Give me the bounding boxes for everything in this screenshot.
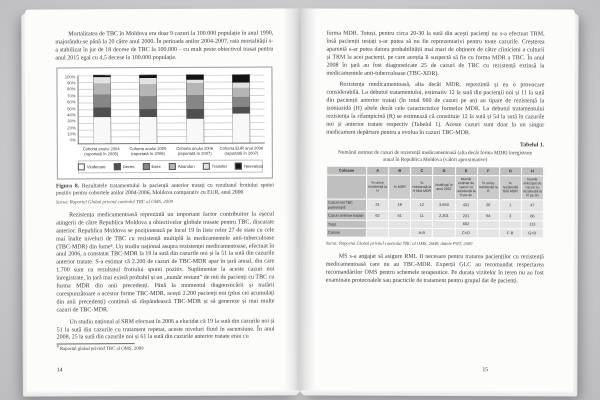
- body-paragraph-4: Rezistența medicamentoasă, alta decât MDR, reprezintă și ea o provocare considerabilă. La debutul tratamentului, estimativ 12 la sută din pacienții noi și 11 la sută din pacienții anterior tratați (în total 660 de cazuri pe an) au tipare de rezistență la izoniazidă (H) altele decât cele caracteristice formelor MDR. La debutul tratamentului rezistența la rifampicină (R) se estimează că constituie 12 la sută și 54 la sută în cazurile noi și anterior tratate respectiv (Tabelul 1). Aceste cazuri sunt doar la un singur medicament depărtare pentru a evolua în cazuri TBC-MDR.: [326, 82, 545, 136]
- table-corner-cell: [327, 175, 367, 199]
- bar-segment-vindecare: [93, 117, 110, 143]
- table-cell: 19: [389, 199, 411, 212]
- table-col-header: E: [455, 167, 477, 176]
- y-tick-label: 10%: [67, 131, 76, 137]
- bar-segment-eșec: [186, 95, 203, 109]
- y-tick-label: 20%: [67, 125, 76, 131]
- page-left: [25, 8, 301, 391]
- table-cell: 20: [477, 200, 499, 213]
- table-cell: 12: [411, 199, 433, 212]
- x-axis-label: Cohorta anului 2004 (raportată în 2005): [82, 145, 120, 157]
- stacked-bar: [233, 74, 250, 142]
- table-row-label: Cazuri noi TBC pulmonară: [326, 199, 366, 212]
- bar-segment-eșec: [93, 94, 110, 108]
- table-cell: 431: [455, 200, 477, 213]
- table-cell: [499, 221, 521, 230]
- table-col-header: A: [367, 167, 389, 176]
- y-tick-label: 60%: [67, 99, 76, 105]
- legend-item: [114, 163, 135, 170]
- stacked-bar: [93, 75, 110, 143]
- legend-label: Vindecare: [86, 164, 106, 170]
- y-tick-label: 100%: [64, 74, 76, 80]
- table-col-description: % rezistență la H fără MDR: [411, 175, 433, 199]
- x-axis-label: Cohorta anului 2006 (raportată în 2007): [176, 145, 214, 156]
- table-col-header: B: [389, 167, 411, 176]
- table-cell: [477, 229, 499, 238]
- x-axis-label: Cohorta anului 2005 (raportată în 2006): [129, 145, 167, 157]
- table-cell: [366, 229, 388, 238]
- table-cell: C×D: [455, 229, 477, 238]
- x-axis-label: Cohorta EUR anul 2006 (raportată în 2007): [219, 145, 264, 156]
- page-left-content: [55, 31, 275, 378]
- table-row-label: Total: [326, 220, 366, 229]
- table-col-header: C: [411, 167, 433, 176]
- stacked-bar: [186, 74, 203, 142]
- table-caption: Numărul estimat de cazuri de rezistență medicamentoasă (alta decât forma MDR) înregistrate anual în Republica Moldova (valori aproximative): [338, 150, 533, 164]
- table-label: Tabelul 1.: [519, 142, 545, 149]
- legend-label: Neevaluat: [244, 163, 263, 169]
- bar-segment-abandon: [93, 83, 110, 94]
- figure-caption-text: Rezultatele tratamentului la pacienții anterior tratați cu rezultatul frotiului sputei pozitiv pentru cohortele anilor 2004-2006, Moldova comparativ cu EUR, anul 2006: [55, 182, 274, 197]
- legend-item: [203, 163, 227, 170]
- table-cell: [411, 220, 433, 229]
- figure-caption: [56, 183, 274, 198]
- figure-source: Sursa: Raportul Global privind controlul TBC al OMS, 2009: [55, 199, 173, 206]
- table-cell: [433, 220, 455, 229]
- bar-segment-neevaluat: [233, 74, 250, 82]
- table-col-description: % unice rezistență la H: [367, 175, 389, 199]
- table-cell: 54: [477, 212, 499, 221]
- figure-8-chart: [56, 66, 272, 180]
- page-number-left: 14: [56, 367, 63, 374]
- y-tick-label: 70%: [67, 93, 76, 99]
- y-tick-label: 40%: [67, 112, 76, 118]
- table-cell: 3,653: [433, 199, 455, 212]
- table-cell: 231: [455, 212, 477, 221]
- table-col-header: G: [499, 167, 521, 176]
- bar-segment-deces: [186, 108, 203, 118]
- bar-segment-deces: [140, 109, 157, 117]
- bar-segment-eșec: [233, 97, 250, 107]
- table-cell: 113: [521, 221, 543, 230]
- table-cell: A-B: [411, 229, 433, 238]
- bar-segment-vindecare: [186, 119, 203, 143]
- legend-item: [142, 163, 160, 170]
- body-paragraph-5: MS s-a angajat să asigure RML II necesare pentru tratarea pacienților cu rezistență medicamentoasă care nu au TBC-MDR. Experții GLC au recomandat respectarea recomandărilor OMS pentru schemele terapeutice. Pe durata vizitelor în teren nu au fost examinate protocoalele sau practicile de tratament pentru grupul dat de pacienți.: [325, 253, 544, 285]
- body-paragraph-3: forma MDR. Totuși, pentru circa 20-30 la sută din acești pacienți nu s-a efectuat TRM, însă pacienții testați s-ar putea să nu fie reprezentativi pentru toate cazurile. Creșterea aparentă s-ar putea datora probabilității mai mari de obținere de către clinicieni a culturii și TRM la acei pacienți, pe care aceștia îi suspectă să fie cu forma MDR a TBC. În anul 2008 în țară au fost diagnosticate 25 de cazuri de TBC cu rezistență extinsă la medicamentele anti-tuberculoase (TBC-XDR).: [326, 30, 545, 77]
- table-col-header: Coloane: [327, 167, 367, 176]
- page-right-content: [325, 31, 544, 378]
- table-cell: F-B: [499, 229, 521, 238]
- table-cell: 1: [499, 200, 521, 213]
- table-cell: [366, 220, 388, 229]
- table-cell: 66: [521, 212, 543, 221]
- legend-swatch: [114, 163, 121, 170]
- table-col-description: Număr anticipat de cazuri cu rezistență la R pe an: [521, 176, 543, 200]
- y-tick-label: 30%: [67, 118, 76, 124]
- legend-label: Abandon: [177, 163, 195, 169]
- open-book: [26, 9, 574, 391]
- legend-label: Transfer: [211, 163, 228, 169]
- table-row: [326, 229, 543, 238]
- legend-swatch: [78, 164, 85, 171]
- chart-legend: [78, 160, 263, 174]
- footnote-marker: 8: [56, 343, 59, 349]
- chart-x-labels: [78, 145, 265, 156]
- table-cell: G×D: [521, 229, 543, 238]
- bar-segment-abandon: [140, 84, 157, 96]
- table-cell: 3: [499, 212, 521, 221]
- page-right: [299, 9, 574, 392]
- table-cell: 47: [521, 200, 543, 213]
- y-tick-label: 80%: [67, 86, 76, 92]
- table-cell: 662: [455, 221, 477, 230]
- table-col-description: Număr estimat de cazuri cu rezistență la H pe an: [455, 175, 477, 199]
- table-col-description: Notificați în anul 2007: [433, 175, 455, 199]
- intro-paragraph: Mortalitatea de TBC în Moldova era doar 9 cazuri la 100.000 populație în anul 1990, majorându-se până la 20 către anul 2000. În perioada anilor 2004-2007, rata mortalității s-a stabilizat în jur de 18 decese de TBC la 100.000 – cu mult peste obiectivul trasat pentru anul 2015 egal cu 4,5 decese la 100.000 populație.: [55, 30, 274, 62]
- chart-plot: [77, 74, 264, 144]
- body-paragraph-1: Rezistența medicamentoasă reprezintă un important factor contribuitor la eșecul atingerii de către Republica Moldova a obiectivelor globale trasate pentru TBC, discutate anterior. Republica Moldova se poziționează pe locul 19 în lista celor 27 de state cu cele mai înalte niveluri de TBC cu rezistență multiplă la medicamentele anti-tuberculoase (TBC-MDR) din lume⁸. Un studiu național asupra rezistenței medicamentoase, efectuat în anul 2006, a constatat TBC-MDR la 19 la sută din cazurile noi și la 51 la sută din cazurile anterior tratate. S-a estimat că 2.200 de cazuri de TBC-MDR apar în țară anual, din care 1.700 sunt cu rezultatul frotiului sputei pozitiv. Suplimentar la aceste cazuri noi înregistrate, în țară mai există probabil și un „număr restant” de mii de pacienți cu TBC cu forma MDR din anii precedenți. Până la momentul diagnosticării și tratării corespunzătoare a acestor forme TBC-MDR, acești 2.200 pacienți noi (plus cei acumulați din anii precedenți) continuă să răspândească TBC-MDR și să genereze și mai multe cazuri de TBC-MDR.: [56, 211, 275, 314]
- bar-segment-vindecare: [233, 114, 250, 143]
- legend-label: Deces: [122, 164, 135, 170]
- table-col-description: % rezistență fără MDR: [499, 176, 521, 200]
- bar-segment-abandon: [233, 88, 250, 97]
- y-tick-label: 90%: [67, 80, 76, 86]
- body-paragraph-2: Un studiu național al SRM efectuat în 2006 a elucidat că 19 la sută din cazurile noi și 51 la sută din cazurile cu tratament repetat, aceste niveluri fiind în ascensiune. În anul 2008, 25 la sută din cazurile noi și 61 la sută din cazurile anterior tratate erau cu: [56, 318, 275, 341]
- table-cell: [388, 229, 410, 238]
- chart-y-axis: [60, 75, 77, 143]
- table-col-description: % MDR: [389, 175, 411, 199]
- bar-segment-deces: [93, 108, 110, 118]
- table-cell: 51: [389, 212, 411, 221]
- y-tick-label: 50%: [67, 105, 76, 111]
- table-col-header: F: [477, 167, 499, 176]
- table-cell: [389, 220, 411, 229]
- y-tick-label: 0%: [69, 137, 76, 143]
- table-cell: 11: [411, 212, 433, 221]
- footnote: [56, 343, 144, 353]
- stacked-bar: [140, 75, 157, 143]
- table-cell: 62: [366, 212, 388, 221]
- resistance-table: [326, 166, 544, 238]
- table-cell: 2,201: [433, 212, 455, 221]
- figure-caption-number: Figura 8.: [55, 183, 80, 190]
- table-source: Sursa: Raportul Global privind controlul TBC al OMS, 2008; datele PNT, 2009: [325, 240, 473, 247]
- legend-item: [169, 163, 195, 170]
- table-col-header: D: [433, 167, 455, 176]
- bar-segment-vindecare: [140, 117, 157, 143]
- table-col-header: H: [521, 167, 543, 176]
- footnote-text: Raportul global privind TBC al OMS, 2009: [59, 346, 144, 353]
- legend-swatch: [142, 163, 149, 170]
- table-cell: [433, 229, 455, 238]
- table-row-label: Calcule: [326, 229, 366, 238]
- page-number-right: 15: [482, 367, 489, 374]
- legend-swatch: [235, 163, 242, 170]
- legend-item: [235, 163, 263, 170]
- legend-swatch: [169, 163, 176, 170]
- table-row: [326, 199, 543, 212]
- bar-segment-eșec: [140, 96, 157, 108]
- legend-item: [78, 164, 106, 171]
- table-cell: [477, 221, 499, 230]
- legend-label: Eșec: [151, 163, 161, 170]
- table-col-description: % unice rezistență la R: [477, 176, 499, 200]
- table-row-label: Cazuri anterior tratate: [326, 212, 366, 221]
- bar-segment-abandon: [186, 83, 203, 95]
- table-cell: 31: [366, 199, 388, 212]
- legend-swatch: [203, 163, 210, 170]
